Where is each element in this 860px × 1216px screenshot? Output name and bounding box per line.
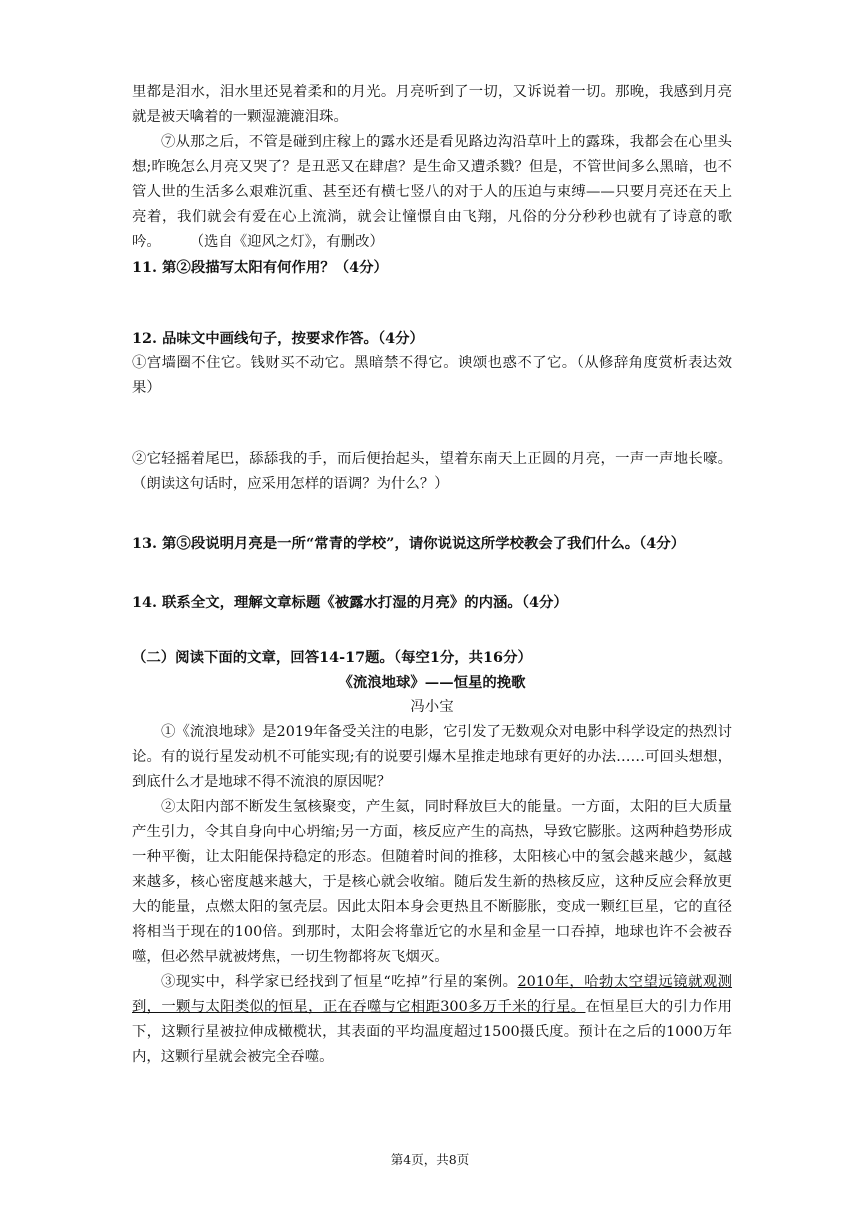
answer-space-12-1	[132, 401, 732, 447]
article-author: 冯小宝	[410, 699, 454, 715]
page-footer: 第4页，共8页	[390, 1152, 470, 1167]
paragraph-3-start: ③现实中，科学家已经找到了恒星“吃掉”行星的案例。	[161, 974, 518, 990]
question-13: 13. 第⑤段说明月亮是一所“常青的学校”，请你说说这所学校教会了我们什么。（4分）	[132, 535, 686, 552]
underlined-sentence: 2010年，哈勃太空望远镜就观测到，一颗与太阳类似的恒星，正在吞噬与它相距300多万千米的行星。	[132, 974, 733, 1015]
article-title: 《流浪地球》——恒星的挽歌	[338, 674, 526, 691]
passage-paragraph-6-tail: 里都是泪水，泪水里还晃着柔和的月光。月亮听到了一切，又诉说着一切。那晚，我感到月亮就是被天噙着的一颗湿漉漉泪珠。	[132, 84, 732, 125]
paragraph-7-text: ⑦从那之后，不管是碰到庄稼上的露水还是看见路边沟沿草叶上的露珠，我都会在心里头想;昨晚怎么月亮又哭了？是丑恶又在肆虐？是生命又遭杀戮？但是，不管世间多么黑暗，也不管人世的生活多么艰难沉重、甚至还有横七竖八的对于人的压迫与束缚——只要月亮还在天上亮着，我们就会有爱在心上流淌，就会让憧憬自由飞翔，凡俗的分分秒秒也就有了诗意的歌吟。	[132, 134, 732, 250]
answer-space-11	[132, 280, 732, 326]
section-2-heading: （二）阅读下面的文章，回答14-17题。（每空1分，共16分）	[132, 649, 532, 666]
question-14: 14. 联系全文，理解文章标题《被露水打湿的月亮》的内涵。（4分）	[132, 594, 568, 611]
passage-source: （选自《迎风之灯》，有删改）	[189, 234, 384, 250]
article-paragraph-2: ②太阳内部不断发生氢核聚变，产生氦，同时释放巨大的能量。一方面，太阳的巨大质量产生引力，令其自身向中心坍缩;另一方面，核反应产生的高热，导致它膨胀。这两种趋势形成一种平衡，让太阳能保持稳定的形态。但随着时间的推移，太阳核心中的氢会越来越少，氦越来越多，核心密度越来越大，于是核心就会收缩。随后发生新的热核反应，这种反应会释放更大的能量，点燃太阳的氢壳层。因此太阳本身会更热且不断膨胀，变成一颗红巨星，它的直径将相当于现在的100倍。到那时，太阳会将靠近它的水星和金星一口吞掉，地球也许不会被吞噬，但必然早就被烤焦，一切生物都将灰飞烟灭。	[132, 799, 732, 965]
passage-paragraph-7	[132, 130, 732, 255]
article-paragraph-1: ①《流浪地球》是2019年备受关注的电影，它引发了无数观众对电影中科学设定的热烈讨论。有的说行星发动机不可能实现;有的说要引爆木星推走地球有更好的办法……可回头想想，到底什么才是地球不得不流浪的原因呢？	[132, 724, 732, 790]
page-content	[132, 80, 732, 1070]
answer-space-13	[132, 556, 732, 590]
question-12-part-1: ①宫墙圈不住它。钱财买不动它。黑暗禁不得它。谀颂也惑不了它。（从修辞角度赏析表达效果）	[132, 355, 732, 396]
paragraph-3-end: 在恒星巨大的引力作用下，这颗行星被拉伸成橄榄状，其表面的平均温度超过1500摄氏度。预计在之后的1000万年内，这颗行星就会被完全吞噬。	[132, 999, 732, 1065]
answer-space-14	[132, 615, 732, 645]
question-12-part-2: ②它轻摇着尾巴，舔舔我的手，而后便抬起头，望着东南天上正圆的月亮，一声一声地长嚎。（朗读这句话时，应采用怎样的语调？为什么？）	[132, 451, 732, 492]
answer-space-12-2	[132, 497, 732, 531]
question-12: 12. 品味文中画线句子，按要求作答。（4分）	[132, 330, 424, 347]
question-11: 11. 第②段描写太阳有何作用？（4分）	[132, 259, 388, 276]
article-paragraph-3	[132, 970, 732, 1070]
